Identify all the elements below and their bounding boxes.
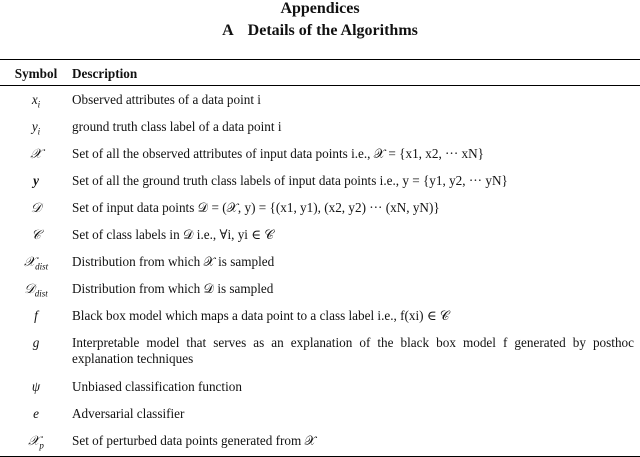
header-description: Description — [72, 60, 640, 86]
table-row — [0, 116, 640, 143]
table-row — [0, 429, 640, 457]
symbol: g — [32, 335, 40, 350]
symbol-subscript: dist — [34, 288, 48, 299]
section-number: A — [222, 22, 234, 39]
appendices-heading: Appendices — [280, 0, 360, 17]
table-row — [0, 197, 640, 224]
section-title — [0, 22, 640, 40]
symbol: y — [33, 173, 39, 188]
description-cell — [72, 86, 640, 116]
symbol: x — [31, 92, 38, 107]
description: ground truth class label of a data point i — [72, 119, 282, 134]
description: Black box model which maps a data point to a class label i.e., f(xi) ∈ 𝒞 — [72, 308, 450, 323]
description: Distribution from which 𝒳 is sampled — [72, 254, 275, 269]
table-row — [0, 402, 640, 429]
description: Set of perturbed data points generated from 𝒳 — [72, 432, 316, 448]
table-row — [0, 251, 640, 278]
description: Set of all the observed attributes of input data points i.e., 𝒳 = {x1, x2, ··· xN} — [72, 146, 484, 161]
symbol: 𝒞 — [31, 227, 41, 242]
table-row — [0, 278, 640, 305]
symbol-cell — [0, 86, 72, 116]
symbol: e — [33, 405, 39, 421]
description-cell — [72, 143, 640, 170]
table-row — [0, 86, 640, 116]
description-cell — [72, 402, 640, 429]
description: Unbiased classification function — [72, 378, 242, 394]
symbol: 𝒳 — [30, 146, 42, 161]
notation-table — [0, 59, 640, 457]
description: Set of all the ground truth class labels of input data points i.e., y = {y1, y2, ··· yN} — [72, 173, 508, 188]
table-row — [0, 375, 640, 402]
description-cell — [72, 251, 640, 278]
symbol: y — [31, 119, 38, 134]
symbol-cell — [0, 170, 72, 197]
table-row — [0, 332, 640, 376]
header-symbol: Symbol — [0, 60, 72, 86]
description: Observed attributes of a data point i — [72, 92, 261, 107]
symbol-cell — [0, 143, 72, 170]
symbol-cell — [0, 332, 72, 376]
symbol: 𝒳 — [23, 254, 36, 269]
description-cell — [72, 224, 640, 251]
symbol: 𝒟 — [30, 200, 42, 215]
symbol: f — [34, 308, 38, 323]
symbol-subscript: i — [37, 99, 41, 110]
symbol: 𝒳 — [28, 432, 40, 448]
symbol: 𝒟 — [24, 281, 35, 296]
description-cell — [72, 116, 640, 143]
symbol-cell — [0, 402, 72, 429]
symbol-subscript: dist — [35, 261, 49, 272]
symbol-subscript: i — [37, 126, 41, 137]
description-cell — [72, 332, 640, 376]
symbol-cell — [0, 429, 72, 457]
symbol-cell — [0, 305, 72, 332]
table-row — [0, 305, 640, 332]
description-cell — [72, 197, 640, 224]
symbol-cell — [0, 224, 72, 251]
symbol-cell — [0, 375, 72, 402]
description-cell — [72, 278, 640, 305]
table-row — [0, 143, 640, 170]
description: Interpretable model that serves as an explanation of the black box model f generated by posthoc explanation techniques — [72, 335, 634, 366]
section-title-text: Details of the Algorithms — [247, 22, 418, 39]
description: Distribution from which 𝒟 is sampled — [72, 281, 274, 296]
symbol-cell — [0, 116, 72, 143]
symbol-subscript: p — [39, 440, 44, 451]
symbol-cell — [0, 251, 72, 278]
table-row — [0, 170, 640, 197]
description-cell — [72, 305, 640, 332]
symbol-cell — [0, 197, 72, 224]
table-row — [0, 224, 640, 251]
description-cell — [72, 429, 640, 457]
table-header-row — [0, 60, 640, 86]
description-cell — [72, 170, 640, 197]
symbol-cell — [0, 278, 72, 305]
description: Set of class labels in 𝒟 i.e., ∀i, yi ∈ 𝒞 — [72, 227, 274, 242]
symbol: ψ — [31, 378, 41, 394]
description: Adversarial classifier — [72, 405, 185, 421]
description-cell — [72, 375, 640, 402]
description: Set of input data points 𝒟 = (𝒳, y) = {(x1, y1), (x2, y2) ··· (xN, yN)} — [72, 200, 440, 215]
